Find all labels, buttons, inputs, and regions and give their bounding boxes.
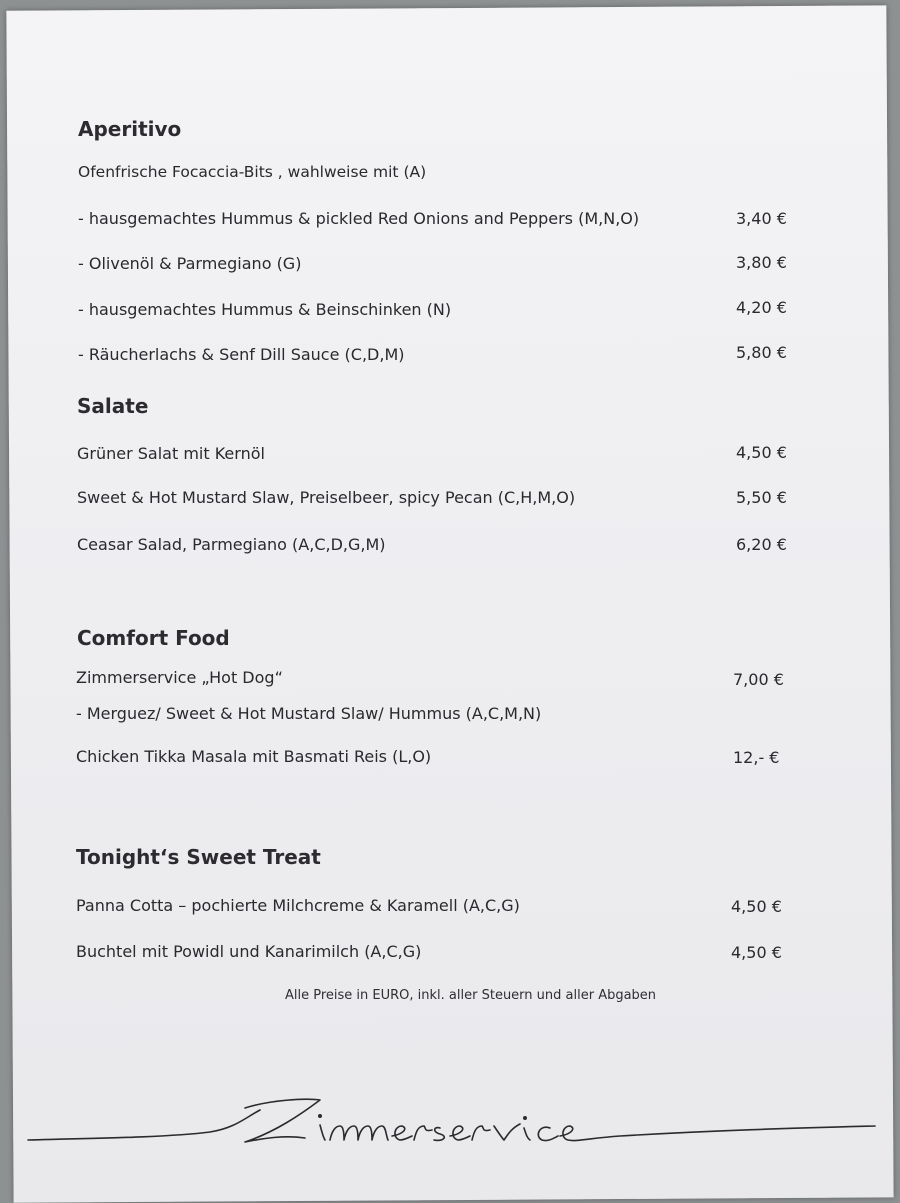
- menu-item-name: Chicken Tikka Masala mit Basmati Reis (L,O): [76, 747, 432, 766]
- section-heading-aperitivo: Aperitivo: [78, 117, 182, 141]
- menu-item-name: Zimmerservice „Hot Dog“: [76, 668, 283, 687]
- section-heading-comfort-food: Comfort Food: [77, 626, 230, 650]
- menu-item-name: Ceasar Salad, Parmegiano (A,C,D,G,M): [77, 535, 386, 554]
- menu-item-price: 4,50 €: [731, 897, 782, 916]
- price-footnote: Alle Preise in EURO, inkl. aller Steuern und aller Abgaben: [285, 988, 657, 1003]
- aperitivo-intro: Ofenfrische Focaccia-Bits , wahlweise mit (A): [78, 163, 427, 181]
- menu-item-name: Sweet & Hot Mustard Slaw, Preiselbeer, spicy Pecan (C,H,M,O): [77, 488, 576, 507]
- menu-item-price: 4,20 €: [736, 298, 787, 317]
- menu-item-price: 5,80 €: [736, 343, 787, 362]
- menu-item-price: 12,- €: [733, 748, 780, 767]
- section-heading-sweet-treat: Tonight‘s Sweet Treat: [76, 845, 321, 869]
- zimmerservice-signature-image: [20, 1080, 890, 1170]
- menu-item-price: 3,40 €: [736, 209, 787, 228]
- menu-item-name: - hausgemachtes Hummus & Beinschinken (N): [78, 300, 452, 319]
- menu-item-name: - Olivenöl & Parmegiano (G): [78, 254, 302, 273]
- menu-item-price: 5,50 €: [736, 488, 787, 507]
- menu-item-price: 7,00 €: [733, 670, 784, 689]
- menu-item-name: - hausgemachtes Hummus & pickled Red Onions and Peppers (M,N,O): [78, 209, 640, 228]
- menu-item-name: - Räucherlachs & Senf Dill Sauce (C,D,M): [78, 345, 405, 364]
- menu-item-name: Buchtel mit Powidl und Kanarimilch (A,C,G): [76, 942, 422, 961]
- menu-item-detail: - Merguez/ Sweet & Hot Mustard Slaw/ Hummus (A,C,M,N): [76, 704, 542, 723]
- menu-item-price: 4,50 €: [736, 443, 787, 462]
- menu-item-price: 6,20 €: [736, 535, 787, 554]
- menu-item-name: Panna Cotta – pochierte Milchcreme & Karamell (A,C,G): [76, 896, 520, 915]
- menu-item-price: 3,80 €: [736, 253, 787, 272]
- menu-item-name: Grüner Salat mit Kernöl: [77, 444, 265, 463]
- menu-item-price: 4,50 €: [731, 943, 782, 962]
- section-heading-salate: Salate: [77, 394, 149, 418]
